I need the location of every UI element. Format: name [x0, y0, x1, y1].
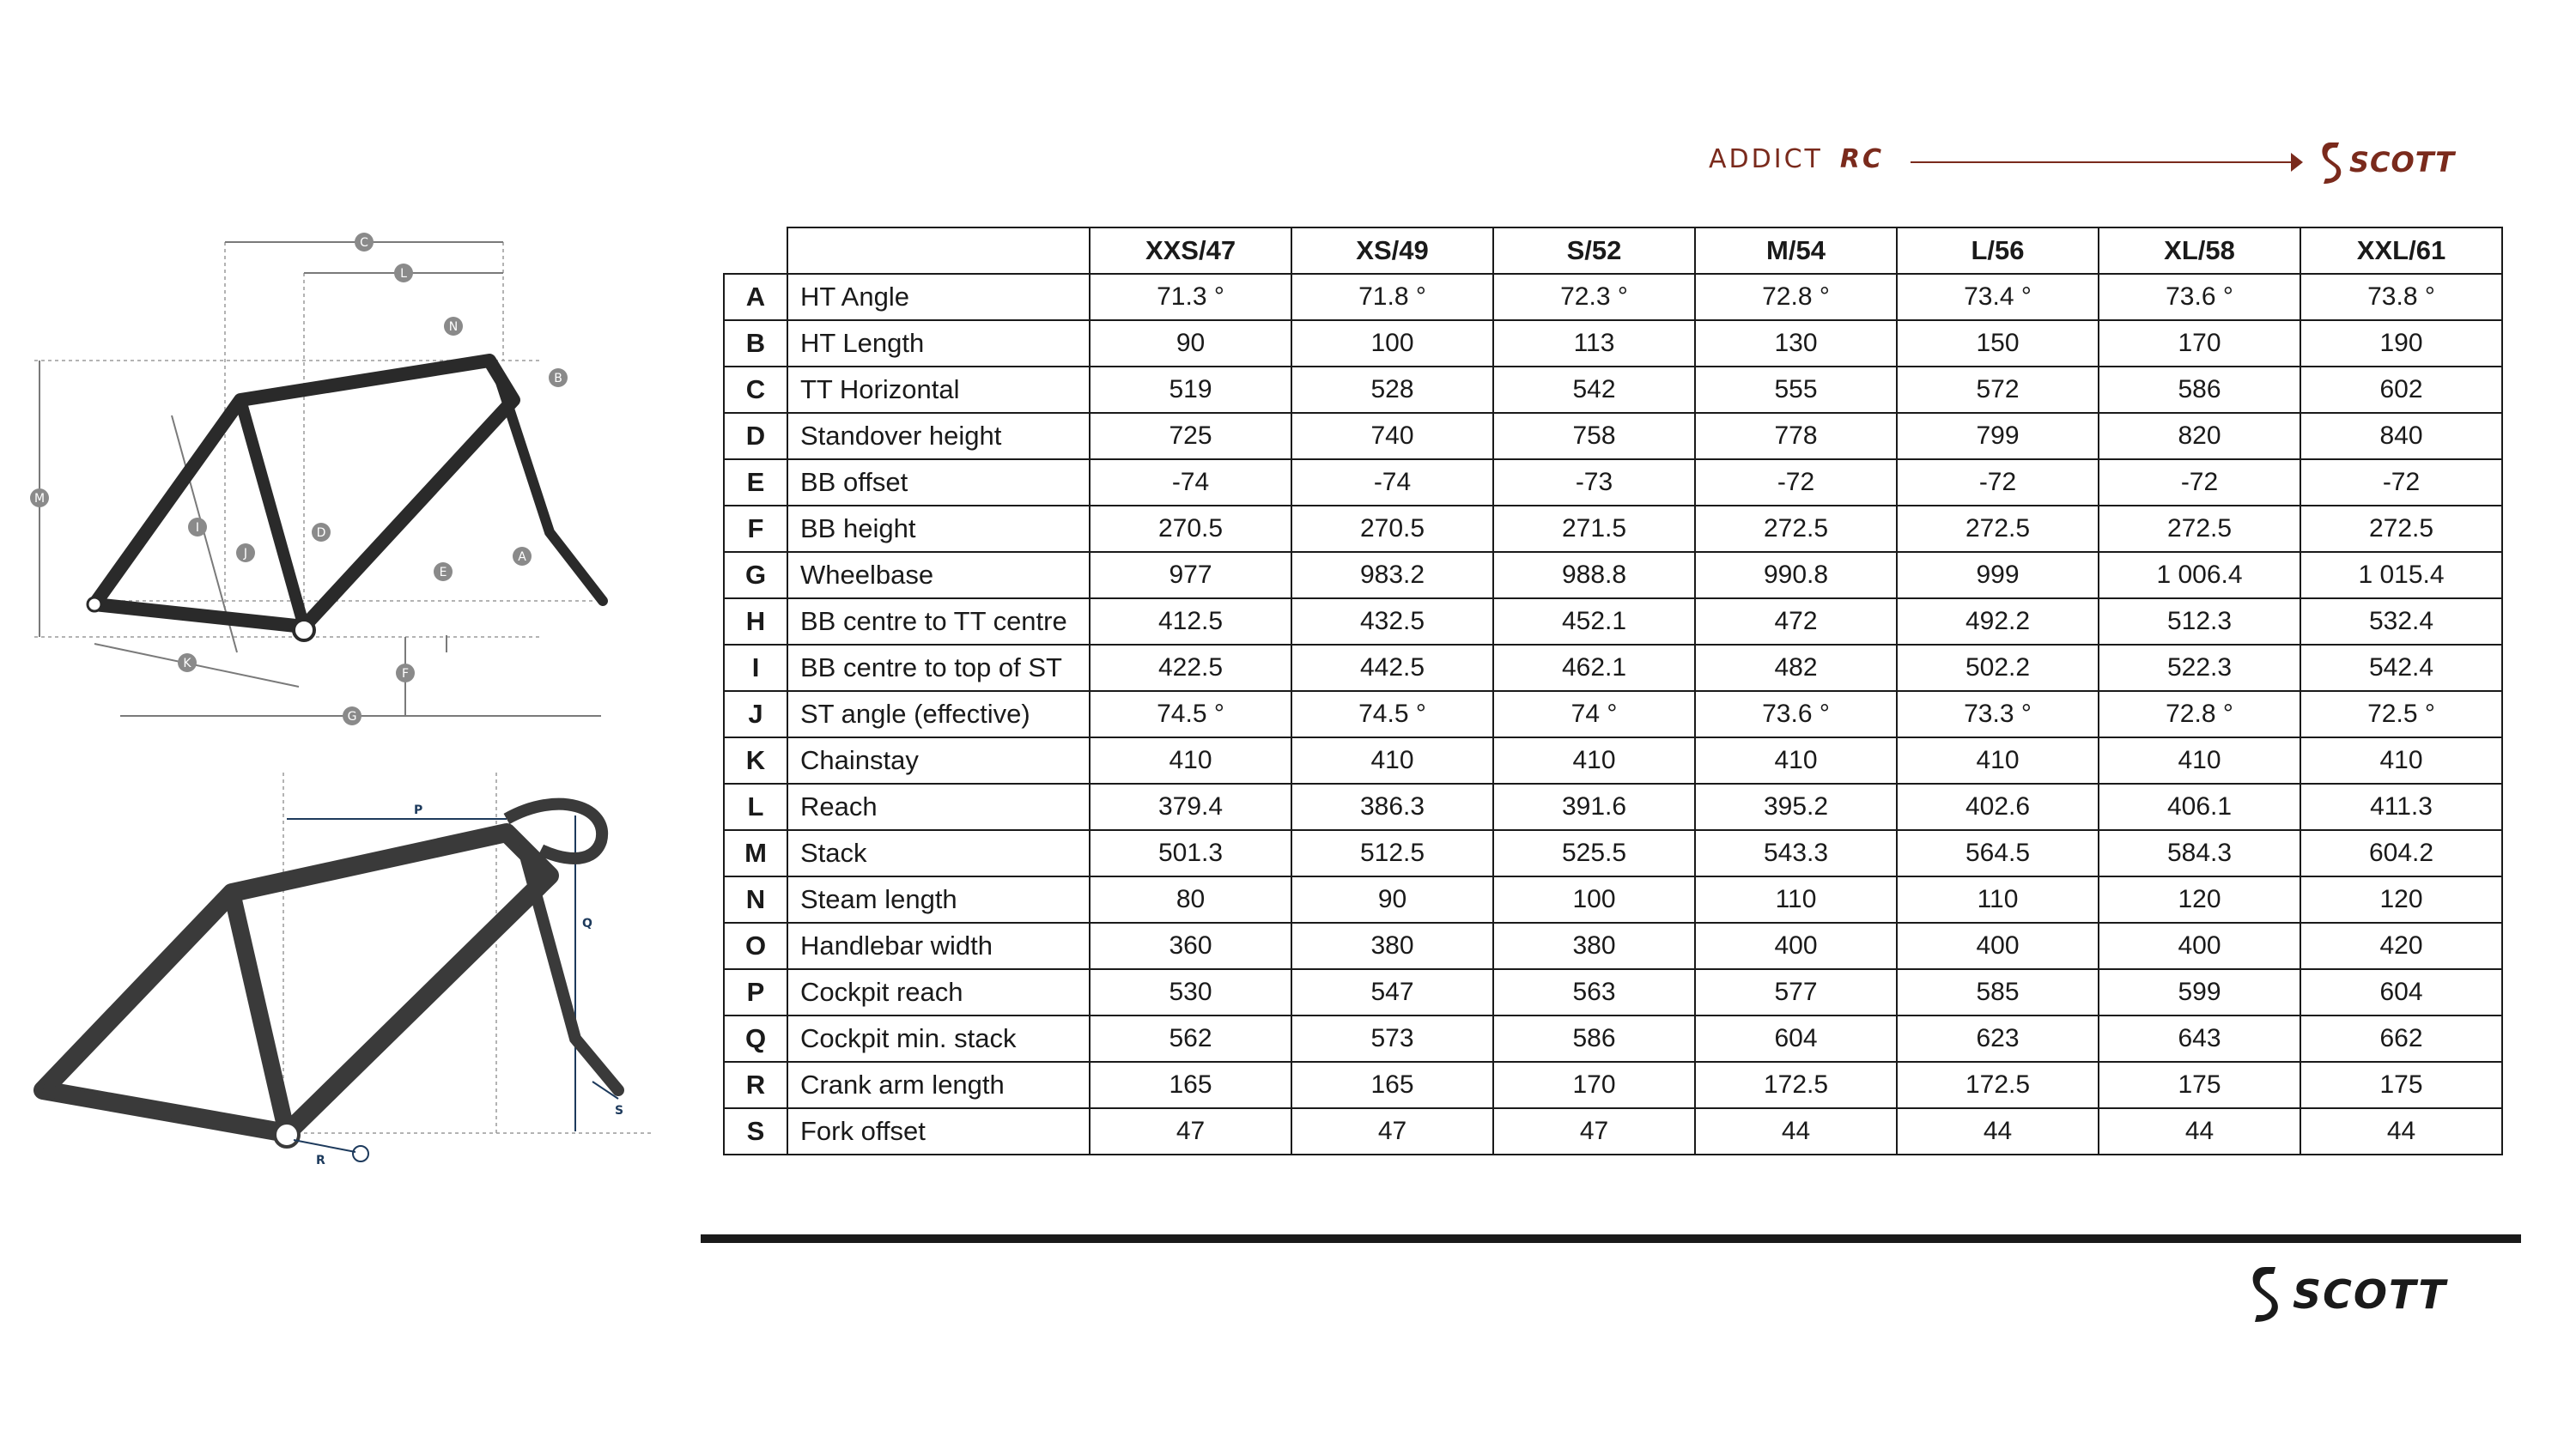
row-label: Crank arm length [787, 1062, 1090, 1108]
marker-d: D [316, 526, 326, 540]
table-cell: 270.5 [1291, 506, 1493, 552]
table-cell: 175 [2099, 1062, 2300, 1108]
model-name-text: ADDICT [1709, 144, 1823, 174]
marker-m: M [33, 492, 46, 506]
table-cell: 175 [2300, 1062, 2502, 1108]
table-cell: 599 [2099, 969, 2300, 1016]
row-label: Cockpit min. stack [787, 1016, 1090, 1062]
table-row [724, 876, 2502, 923]
row-label: ST angle (effective) [787, 691, 1090, 737]
table-header-row [724, 227, 2502, 274]
table-cell: 758 [1493, 413, 1695, 459]
table-cell: 410 [2099, 737, 2300, 784]
table-cell: 522.3 [2099, 645, 2300, 691]
table-cell: 586 [2099, 367, 2300, 413]
table-cell: 990.8 [1695, 552, 1897, 598]
table-cell: 501.3 [1090, 830, 1291, 876]
table-row [724, 459, 2502, 506]
table-cell: 400 [2099, 923, 2300, 969]
table-cell: 512.3 [2099, 598, 2300, 645]
bike-frame-outline [88, 361, 603, 640]
table-row [724, 598, 2502, 645]
table-cell: -72 [2300, 459, 2502, 506]
table-row [724, 274, 2502, 320]
table-cell: 110 [1695, 876, 1897, 923]
marker-r: R [316, 1154, 325, 1167]
table-cell: 410 [1493, 737, 1695, 784]
model-name [1709, 144, 1884, 174]
table-row [724, 1062, 2502, 1108]
size-header: XL/58 [2099, 227, 2300, 274]
table-cell: 272.5 [1897, 506, 2099, 552]
table-row [724, 1016, 2502, 1062]
row-letter: B [724, 320, 787, 367]
marker-j: J [243, 547, 248, 561]
table-cell: 110 [1897, 876, 2099, 923]
marker-k: K [183, 657, 191, 670]
table-cell: 402.6 [1897, 784, 2099, 830]
table-cell: 44 [2099, 1108, 2300, 1155]
table-cell: 555 [1695, 367, 1897, 413]
table-cell: 602 [2300, 367, 2502, 413]
row-label: Wheelbase [787, 552, 1090, 598]
table-row [724, 367, 2502, 413]
row-label: HT Angle [787, 274, 1090, 320]
table-cell: 400 [1897, 923, 2099, 969]
table-cell: 564.5 [1897, 830, 2099, 876]
table-row [724, 830, 2502, 876]
table-cell: 452.1 [1493, 598, 1695, 645]
table-cell: 577 [1695, 969, 1897, 1016]
table-cell: 410 [2300, 737, 2502, 784]
row-letter: A [724, 274, 787, 320]
table-cell: 120 [2300, 876, 2502, 923]
table-cell: 72.8 ° [2099, 691, 2300, 737]
table-cell: 71.8 ° [1291, 274, 1493, 320]
size-header: XXL/61 [2300, 227, 2502, 274]
table-cell: 73.3 ° [1897, 691, 2099, 737]
table-cell: -74 [1090, 459, 1291, 506]
table-cell: 420 [2300, 923, 2502, 969]
dimension-markers [30, 233, 568, 725]
table-cell: 585 [1897, 969, 2099, 1016]
table-cell: 662 [2300, 1016, 2502, 1062]
table-cell: 542.4 [2300, 645, 2502, 691]
table-cell: 740 [1291, 413, 1493, 459]
table-cell: 395.2 [1695, 784, 1897, 830]
size-header: XS/49 [1291, 227, 1493, 274]
table-cell: 482 [1695, 645, 1897, 691]
table-row [724, 552, 2502, 598]
table-cell: 840 [2300, 413, 2502, 459]
table-cell: 391.6 [1493, 784, 1695, 830]
table-cell: 543.3 [1695, 830, 1897, 876]
table-cell: 172.5 [1695, 1062, 1897, 1108]
table-cell: 44 [1695, 1108, 1897, 1155]
row-label: TT Horizontal [787, 367, 1090, 413]
table-cell: 1 015.4 [2300, 552, 2502, 598]
row-letter: H [724, 598, 787, 645]
table-row [724, 923, 2502, 969]
table-row [724, 1108, 2502, 1155]
table-row [724, 413, 2502, 459]
table-cell: 492.2 [1897, 598, 2099, 645]
table-cell: 573 [1291, 1016, 1493, 1062]
scott-logo-large [2248, 1264, 2523, 1325]
table-row [724, 645, 2502, 691]
table-cell: 100 [1291, 320, 1493, 367]
table-cell: 542 [1493, 367, 1695, 413]
row-label: Steam length [787, 876, 1090, 923]
table-cell: 410 [1291, 737, 1493, 784]
marker-f: F [401, 667, 410, 681]
table-cell: 528 [1291, 367, 1493, 413]
row-label: Chainstay [787, 737, 1090, 784]
row-letter: L [724, 784, 787, 830]
row-label: Stack [787, 830, 1090, 876]
table-cell: 462.1 [1493, 645, 1695, 691]
table-cell: 502.2 [1897, 645, 2099, 691]
row-letter: F [724, 506, 787, 552]
svg-text:SCOTT: SCOTT [2349, 146, 2456, 179]
row-letter: E [724, 459, 787, 506]
arrow-right-icon [2291, 153, 2303, 172]
size-header: XXS/47 [1090, 227, 1291, 274]
table-cell: 410 [1695, 737, 1897, 784]
table-cell: 72.8 ° [1695, 274, 1897, 320]
row-letter: I [724, 645, 787, 691]
table-cell: 380 [1291, 923, 1493, 969]
table-cell: 47 [1291, 1108, 1493, 1155]
table-cell: 1 006.4 [2099, 552, 2300, 598]
table-cell: 100 [1493, 876, 1695, 923]
table-cell: 165 [1291, 1062, 1493, 1108]
table-body [724, 274, 2502, 1155]
table-cell: 999 [1897, 552, 2099, 598]
row-letter: O [724, 923, 787, 969]
row-letter: C [724, 367, 787, 413]
table-cell: 442.5 [1291, 645, 1493, 691]
table-cell: 820 [2099, 413, 2300, 459]
table-cell: 44 [1897, 1108, 2099, 1155]
marker-a: A [518, 550, 526, 564]
size-header: M/54 [1695, 227, 1897, 274]
table-cell: 983.2 [1291, 552, 1493, 598]
table-cell: 73.6 ° [1695, 691, 1897, 737]
table-cell: 73.4 ° [1897, 274, 2099, 320]
table-cell: 799 [1897, 413, 2099, 459]
table-cell: -72 [1897, 459, 2099, 506]
table-cell: 74.5 ° [1090, 691, 1291, 737]
table-cell: 547 [1291, 969, 1493, 1016]
row-label: HT Length [787, 320, 1090, 367]
table-cell: 74.5 ° [1291, 691, 1493, 737]
dimension-lines [39, 242, 601, 716]
table-cell: 72.5 ° [2300, 691, 2502, 737]
table-cell: 410 [1897, 737, 2099, 784]
table-cell: 411.3 [2300, 784, 2502, 830]
row-label: BB offset [787, 459, 1090, 506]
marker-b: B [554, 372, 562, 385]
table-cell: 422.5 [1090, 645, 1291, 691]
table-cell: 73.8 ° [2300, 274, 2502, 320]
table-cell: 172.5 [1897, 1062, 2099, 1108]
table-cell: 410 [1090, 737, 1291, 784]
table-cell: 406.1 [2099, 784, 2300, 830]
table-cell: -72 [1695, 459, 1897, 506]
row-letter: G [724, 552, 787, 598]
row-label: BB centre to TT centre [787, 598, 1090, 645]
table-cell: 379.4 [1090, 784, 1291, 830]
marker-c: C [360, 236, 368, 250]
table-cell: 530 [1090, 969, 1291, 1016]
size-header: S/52 [1493, 227, 1695, 274]
row-letter: P [724, 969, 787, 1016]
table-cell: 563 [1493, 969, 1695, 1016]
table-cell: 73.6 ° [2099, 274, 2300, 320]
table-cell: 80 [1090, 876, 1291, 923]
table-cell: 170 [1493, 1062, 1695, 1108]
table-cell: 170 [2099, 320, 2300, 367]
table-cell: -72 [2099, 459, 2300, 506]
row-letter: K [724, 737, 787, 784]
table-cell: 432.5 [1291, 598, 1493, 645]
footer-rule [701, 1234, 2521, 1243]
svg-text:SCOTT: SCOTT [2293, 1271, 2447, 1318]
row-letter: M [724, 830, 787, 876]
table-cell: 400 [1695, 923, 1897, 969]
marker-g: G [347, 710, 357, 724]
table-cell: 272.5 [2300, 506, 2502, 552]
row-letter: Q [724, 1016, 787, 1062]
table-label-header [787, 227, 1090, 274]
table-cell: 90 [1090, 320, 1291, 367]
table-cell: 47 [1493, 1108, 1695, 1155]
table-cell: 572 [1897, 367, 2099, 413]
table-cell: 271.5 [1493, 506, 1695, 552]
table-cell: 47 [1090, 1108, 1291, 1155]
marker-i: I [195, 521, 200, 535]
table-cell: 71.3 ° [1090, 274, 1291, 320]
row-label: Reach [787, 784, 1090, 830]
frame-geometry-diagram [26, 223, 618, 738]
brand-header [1709, 137, 2516, 185]
table-cell: 380 [1493, 923, 1695, 969]
table-cell: 190 [2300, 320, 2502, 367]
table-corner [724, 227, 787, 274]
size-header: L/56 [1897, 227, 2099, 274]
marker-q: Q [582, 917, 592, 931]
table-cell: 386.3 [1291, 784, 1493, 830]
table-cell: 519 [1090, 367, 1291, 413]
table-row [724, 784, 2502, 830]
marker-e: E [439, 566, 447, 579]
table-cell: 113 [1493, 320, 1695, 367]
table-row [724, 320, 2502, 367]
table-cell: 165 [1090, 1062, 1291, 1108]
table-cell: 74 ° [1493, 691, 1695, 737]
row-label: Standover height [787, 413, 1090, 459]
cockpit-frame-outline [43, 804, 618, 1161]
scott-logo-small [2318, 137, 2499, 185]
table-cell: 270.5 [1090, 506, 1291, 552]
table-row [724, 691, 2502, 737]
geometry-table [723, 227, 2503, 1155]
table-cell: 472 [1695, 598, 1897, 645]
table-cell: 150 [1897, 320, 2099, 367]
marker-s: S [615, 1104, 624, 1118]
row-label: Fork offset [787, 1108, 1090, 1155]
table-cell: 272.5 [2099, 506, 2300, 552]
row-label: BB height [787, 506, 1090, 552]
table-cell: 525.5 [1493, 830, 1695, 876]
table-cell: 130 [1695, 320, 1897, 367]
table-cell: 604.2 [2300, 830, 2502, 876]
table-cell: 977 [1090, 552, 1291, 598]
row-label: Handlebar width [787, 923, 1090, 969]
table-cell: 120 [2099, 876, 2300, 923]
table-cell: 412.5 [1090, 598, 1291, 645]
table-row [724, 969, 2502, 1016]
row-letter: S [724, 1108, 787, 1155]
table-cell: 604 [2300, 969, 2502, 1016]
table-cell: 604 [1695, 1016, 1897, 1062]
table-cell: 90 [1291, 876, 1493, 923]
table-cell: 562 [1090, 1016, 1291, 1062]
table-row [724, 506, 2502, 552]
row-letter: R [724, 1062, 787, 1108]
table-cell: 623 [1897, 1016, 2099, 1062]
table-cell: 44 [2300, 1108, 2502, 1155]
row-label: Cockpit reach [787, 969, 1090, 1016]
table-cell: 778 [1695, 413, 1897, 459]
table-cell: 512.5 [1291, 830, 1493, 876]
model-suffix: RC [1839, 144, 1884, 174]
table-cell: 532.4 [2300, 598, 2502, 645]
table-cell: 272.5 [1695, 506, 1897, 552]
cockpit-geometry-diagram [26, 755, 653, 1167]
header-divider-line [1911, 161, 2295, 163]
table-cell: 584.3 [2099, 830, 2300, 876]
table-cell: 586 [1493, 1016, 1695, 1062]
table-cell: 360 [1090, 923, 1291, 969]
table-cell: 72.3 ° [1493, 274, 1695, 320]
row-letter: N [724, 876, 787, 923]
marker-n: N [448, 320, 459, 334]
table-cell: 643 [2099, 1016, 2300, 1062]
table-row [724, 737, 2502, 784]
row-letter: D [724, 413, 787, 459]
marker-p: P [414, 803, 423, 817]
table-cell: -74 [1291, 459, 1493, 506]
row-letter: J [724, 691, 787, 737]
table-cell: 988.8 [1493, 552, 1695, 598]
table-cell: 725 [1090, 413, 1291, 459]
table-cell: -73 [1493, 459, 1695, 506]
marker-l: L [400, 267, 407, 281]
row-label: BB centre to top of ST [787, 645, 1090, 691]
